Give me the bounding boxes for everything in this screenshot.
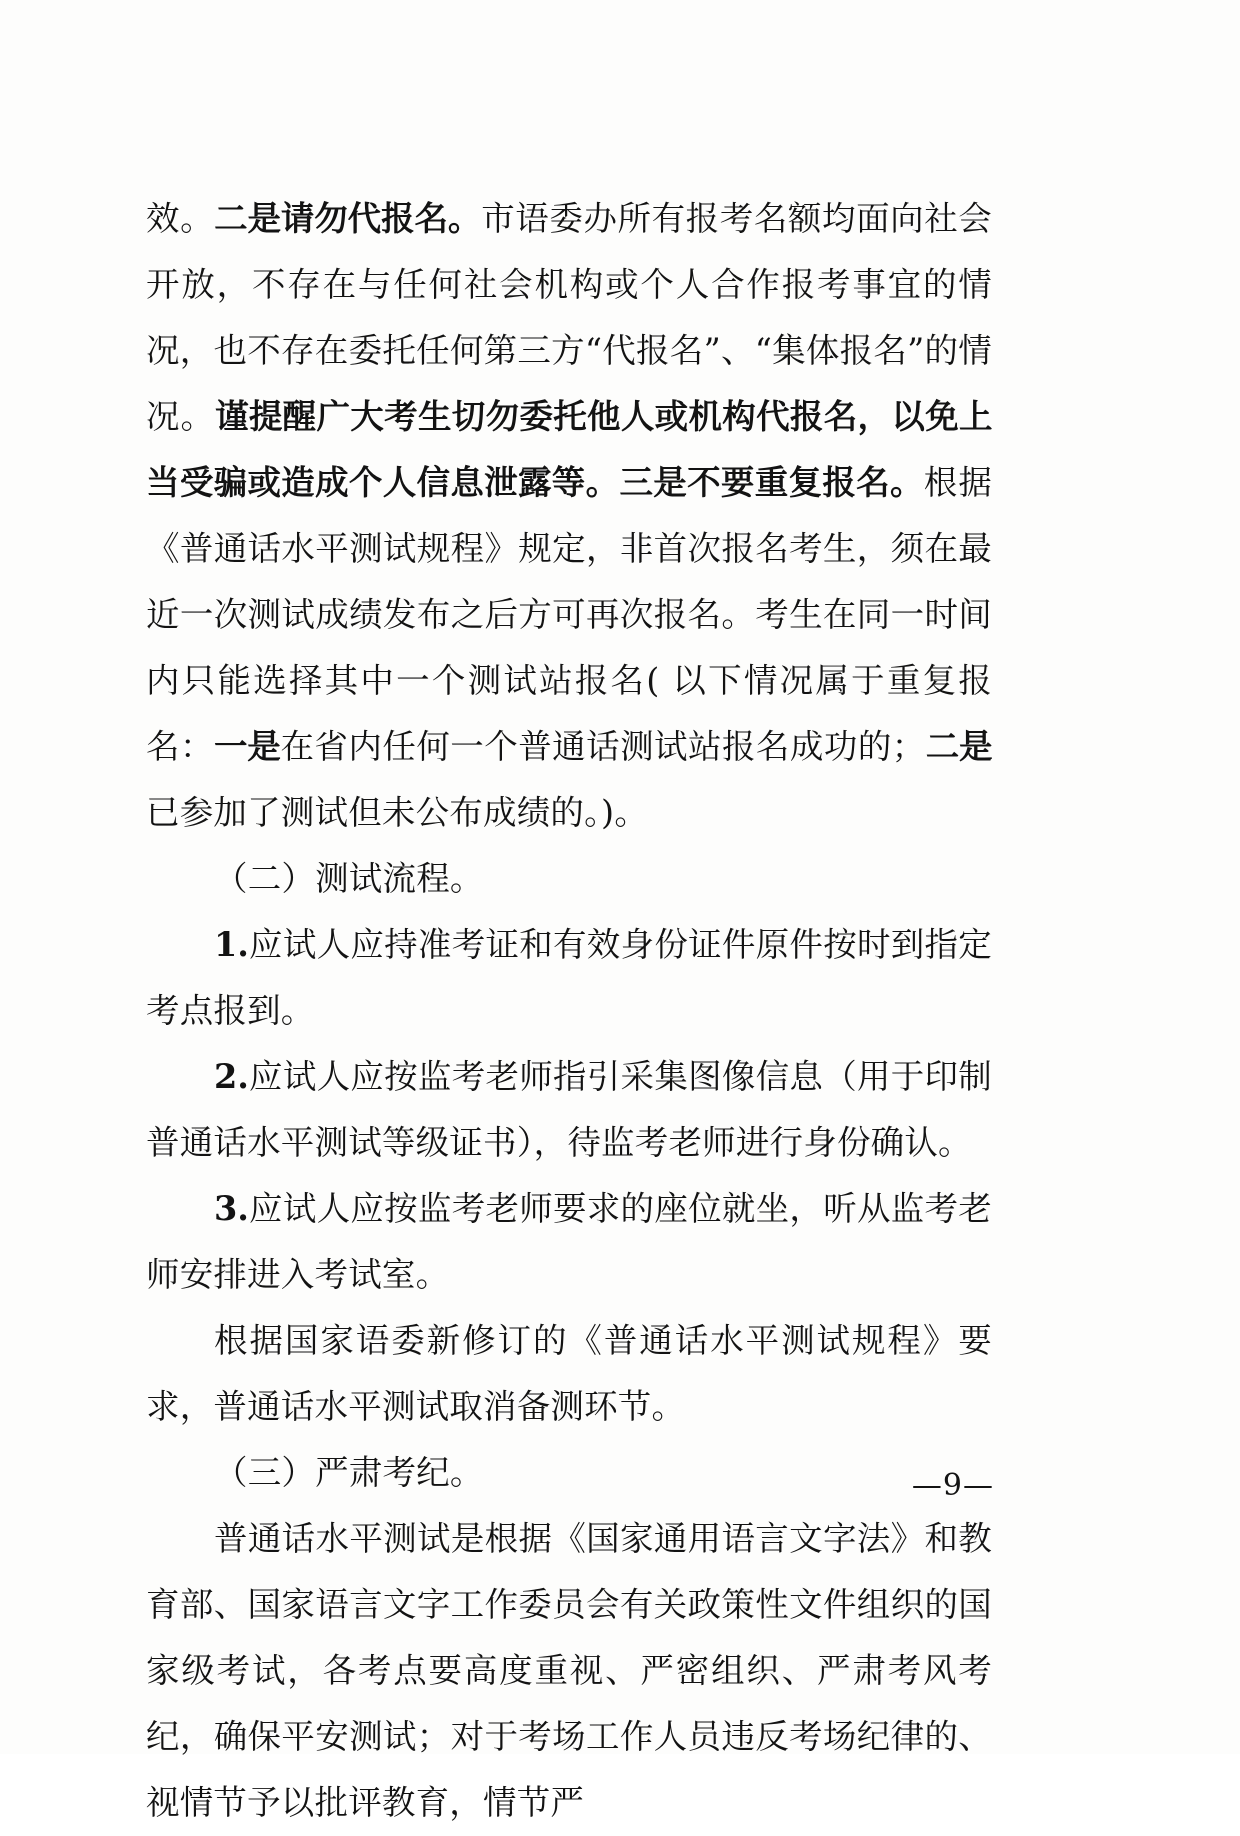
page-number: —9— <box>911 1468 994 1503</box>
body-text: 根据《普通话水平测试规程》规定，非首次报名考生，须在最近一次测试成绩发布之后方可再次报名。考生在同一时间内只能选择其中一个测试站报名( 以下情况属于重复报名： <box>146 463 993 766</box>
p-regulation-note <box>146 1308 992 1440</box>
body-text: 市语委办所有报考名额均面向社会开放，不存在与任何社会机构或个人合作报考事宜的情况，也不存在委托任何第三方“代报名”、“集体报名”的情况。 <box>146 199 993 436</box>
emphasis-text: 二是 <box>925 727 993 766</box>
p-exam-discipline-body <box>146 1506 992 1836</box>
body-text: 根据国家语委新修订的《普通话水平测试规程》要求，普通话水平测试取消备测环节。 <box>146 1321 992 1426</box>
body-text: （二）测试流程。 <box>214 859 484 898</box>
body-text: 已参加了测试但未公布成绩的。)。 <box>146 793 649 832</box>
p-step-2 <box>146 1044 992 1176</box>
emphasis-text: 谨提醒广大考生切勿委托他人或机构代报名，以免上当受骗或造成个人信息泄露等。 <box>146 397 993 502</box>
p-registration-notice <box>146 186 992 846</box>
emphasis-text: 二是请勿代报名。 <box>214 199 482 238</box>
list-number: 2. <box>214 1057 249 1096</box>
body-text: 在省内任何一个普通话测试站报名成功的； <box>280 727 926 766</box>
body-text: 普通话水平测试是根据《国家通用语言文字法》和教育部、国家语言文字工作委员会有关政策性文件组织的国家级考试，各考点要高度重视、严密组织、严肃考风考纪，确保平安测试；对于考场工作人员违反考场纪律的、视情节予以批评教育，情节严 <box>146 1519 992 1822</box>
p-heading-test-process <box>146 846 992 912</box>
body-text: 应试人应按监考老师要求的座位就坐，听从监考老师安排进入考试室。 <box>146 1189 992 1294</box>
list-number: 1. <box>214 925 249 964</box>
emphasis-text: 一是 <box>213 727 281 766</box>
page-footer <box>0 1468 1240 1503</box>
body-text: 应试人应持准考证和有效身份证件原件按时到指定考点报到。 <box>146 925 992 1030</box>
paragraph-container <box>146 186 992 1836</box>
body-text: （三）严肃考纪。 <box>214 1453 484 1492</box>
body-text: 应试人应按监考老师指引采集图像信息（用于印制普通话水平测试等级证书），待监考老师进行身份确认。 <box>146 1057 992 1162</box>
p-step-3 <box>146 1176 992 1308</box>
document-body <box>146 186 992 1836</box>
p-step-1 <box>146 912 992 1044</box>
body-text: 效。 <box>146 199 215 238</box>
list-number: 3. <box>214 1189 249 1228</box>
emphasis-text: 三是不要重复报名。 <box>619 463 924 502</box>
